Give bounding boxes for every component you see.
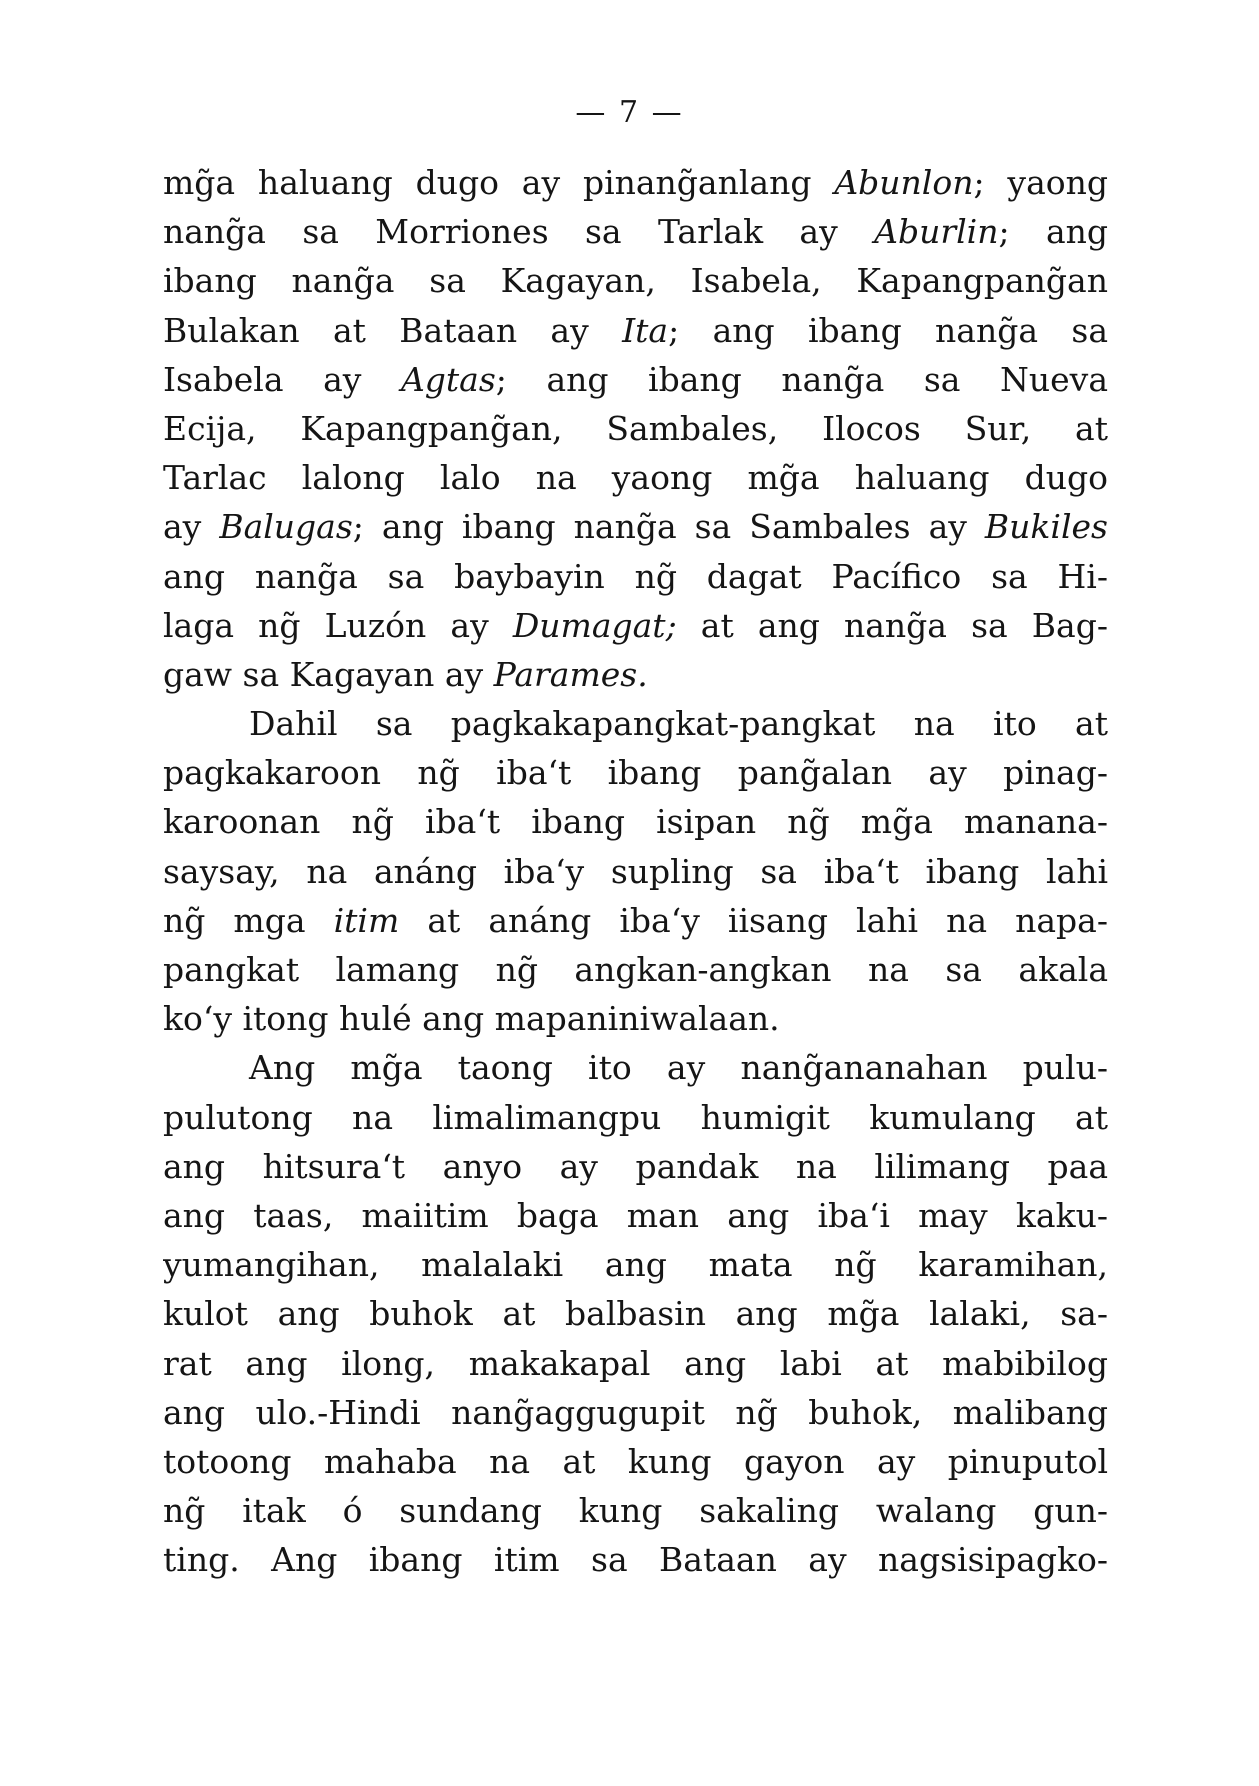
- text-line: [163, 1437, 1108, 1486]
- text-segment: Ang mg̃a taong ito ay nang̃ananahan pulu-: [249, 1048, 1108, 1088]
- text-line: [163, 699, 1108, 748]
- text-line: [163, 896, 1108, 945]
- page-number: — 7 —: [575, 95, 684, 130]
- text-line: [163, 306, 1108, 355]
- text-line: [163, 650, 1108, 699]
- text-segment: mg̃a haluang dugo ay pinang̃anlang: [163, 163, 835, 202]
- text-segment: gaw sa Kagayan ay: [163, 654, 494, 694]
- body-text: [163, 158, 1108, 1584]
- text-line: [163, 355, 1108, 404]
- text-segment: ay: [163, 507, 220, 547]
- text-line: [163, 601, 1108, 650]
- text-line: [163, 945, 1108, 994]
- italic-term: Bukiles: [984, 507, 1108, 547]
- text-segment: ; ang: [998, 212, 1108, 252]
- text-line: [163, 847, 1108, 896]
- text-line: [163, 1289, 1108, 1338]
- text-segment: ng̃ itak ó sundang kung sakaling walang gun-: [163, 1491, 1108, 1531]
- text-segment: yumangihan, malalaki ang mata ng̃ karamihan,: [163, 1245, 1108, 1285]
- text-segment: ; ang ibang nang̃a sa: [668, 310, 1108, 350]
- text-segment: pulutong na limalimangpu humigit kumulang at: [163, 1097, 1108, 1137]
- text-segment: kulot ang buhok at balbasin ang mg̃a lalaki, sa-: [163, 1294, 1108, 1334]
- text-segment: Ecija, Kapangpang̃an, Sambales, Ilocos Sur, at: [163, 408, 1108, 448]
- italic-term: Abunlon: [834, 163, 974, 202]
- text-segment: ko‘y itong hulé ang mapaniniwalaan.: [163, 999, 780, 1039]
- text-segment: ang taas, maiitim baga man ang iba‘i may kaku-: [163, 1195, 1108, 1235]
- text-line: [163, 158, 1108, 207]
- italic-term: Aburlin: [874, 212, 999, 252]
- text-segment: karoonan ng̃ iba‘t ibang isipan ng̃ mg̃a manana-: [163, 802, 1108, 842]
- text-line: [163, 502, 1108, 551]
- text-line: [163, 748, 1108, 797]
- text-segment: ng̃ mga: [163, 900, 334, 940]
- text-line: [163, 1191, 1108, 1240]
- text-segment: ang ulo.-Hindi nang̃aggugupit ng̃ buhok, malibang: [163, 1392, 1108, 1432]
- italic-term: itim: [333, 900, 400, 940]
- text-segment: ibang nang̃a sa Kagayan, Isabela, Kapangpang̃an: [163, 261, 1108, 301]
- italic-term: Ita: [622, 310, 669, 350]
- text-segment: ; ang ibang nang̃a sa Nueva: [495, 359, 1108, 399]
- text-line: [163, 207, 1108, 256]
- text-segment: at ang nang̃a sa Bag-: [676, 605, 1108, 645]
- text-line: [163, 1339, 1108, 1388]
- text-line: [163, 1388, 1108, 1437]
- text-segment: Bulakan at Bataan ay: [163, 310, 623, 350]
- text-line: [163, 1093, 1108, 1142]
- text-segment: laga ng̃ Luzón ay: [163, 605, 513, 645]
- text-line: [163, 1240, 1108, 1289]
- text-line: [163, 994, 1108, 1043]
- text-line: [163, 552, 1108, 601]
- text-segment: ; yaong: [973, 163, 1108, 202]
- text-segment: Dahil sa pagkakapangkat-pangkat na ito at: [249, 704, 1108, 744]
- italic-term: Parames.: [493, 654, 648, 694]
- text-line: [163, 1486, 1108, 1535]
- italic-term: Balugas: [219, 507, 353, 547]
- text-segment: nang̃a sa Morriones sa Tarlak ay: [163, 212, 875, 252]
- text-segment: pangkat lamang ng̃ angkan-angkan na sa akala: [163, 950, 1108, 989]
- text-line: [163, 1535, 1108, 1584]
- text-segment: pagkakaroon ng̃ iba‘t ibang pang̃alan ay pinag-: [163, 753, 1108, 793]
- italic-term: Dumagat;: [512, 605, 677, 645]
- text-line: [163, 1142, 1108, 1191]
- text-segment: Tarlac lalong lalo na yaong mg̃a haluang dugo: [163, 458, 1108, 498]
- text-segment: rat ang ilong, makakapal ang labi at mabibilog: [163, 1343, 1108, 1383]
- text-segment: saysay, na anáng iba‘y supling sa iba‘t ibang lahi: [163, 851, 1108, 891]
- text-segment: ting. Ang ibang itim sa Bataan ay nagsisipagko-: [163, 1540, 1108, 1580]
- text-line: [163, 1043, 1108, 1092]
- text-line: [163, 797, 1108, 846]
- italic-term: Agtas: [400, 359, 496, 399]
- text-line: [163, 453, 1108, 502]
- text-segment: ang nang̃a sa baybayin ng̃ dagat Pacífico sa Hi-: [163, 556, 1108, 596]
- text-segment: ang hitsura‘t anyo ay pandak na lilimang paa: [163, 1146, 1108, 1186]
- text-segment: Isabela ay: [163, 359, 401, 399]
- text-segment: totoong mahaba na at kung gayon ay pinuputol: [163, 1441, 1108, 1481]
- text-segment: at anáng iba‘y iisang lahi na napa-: [399, 900, 1108, 940]
- text-segment: ; ang ibang nang̃a sa Sambales ay: [352, 507, 985, 547]
- text-line: [163, 256, 1108, 305]
- text-line: [163, 404, 1108, 453]
